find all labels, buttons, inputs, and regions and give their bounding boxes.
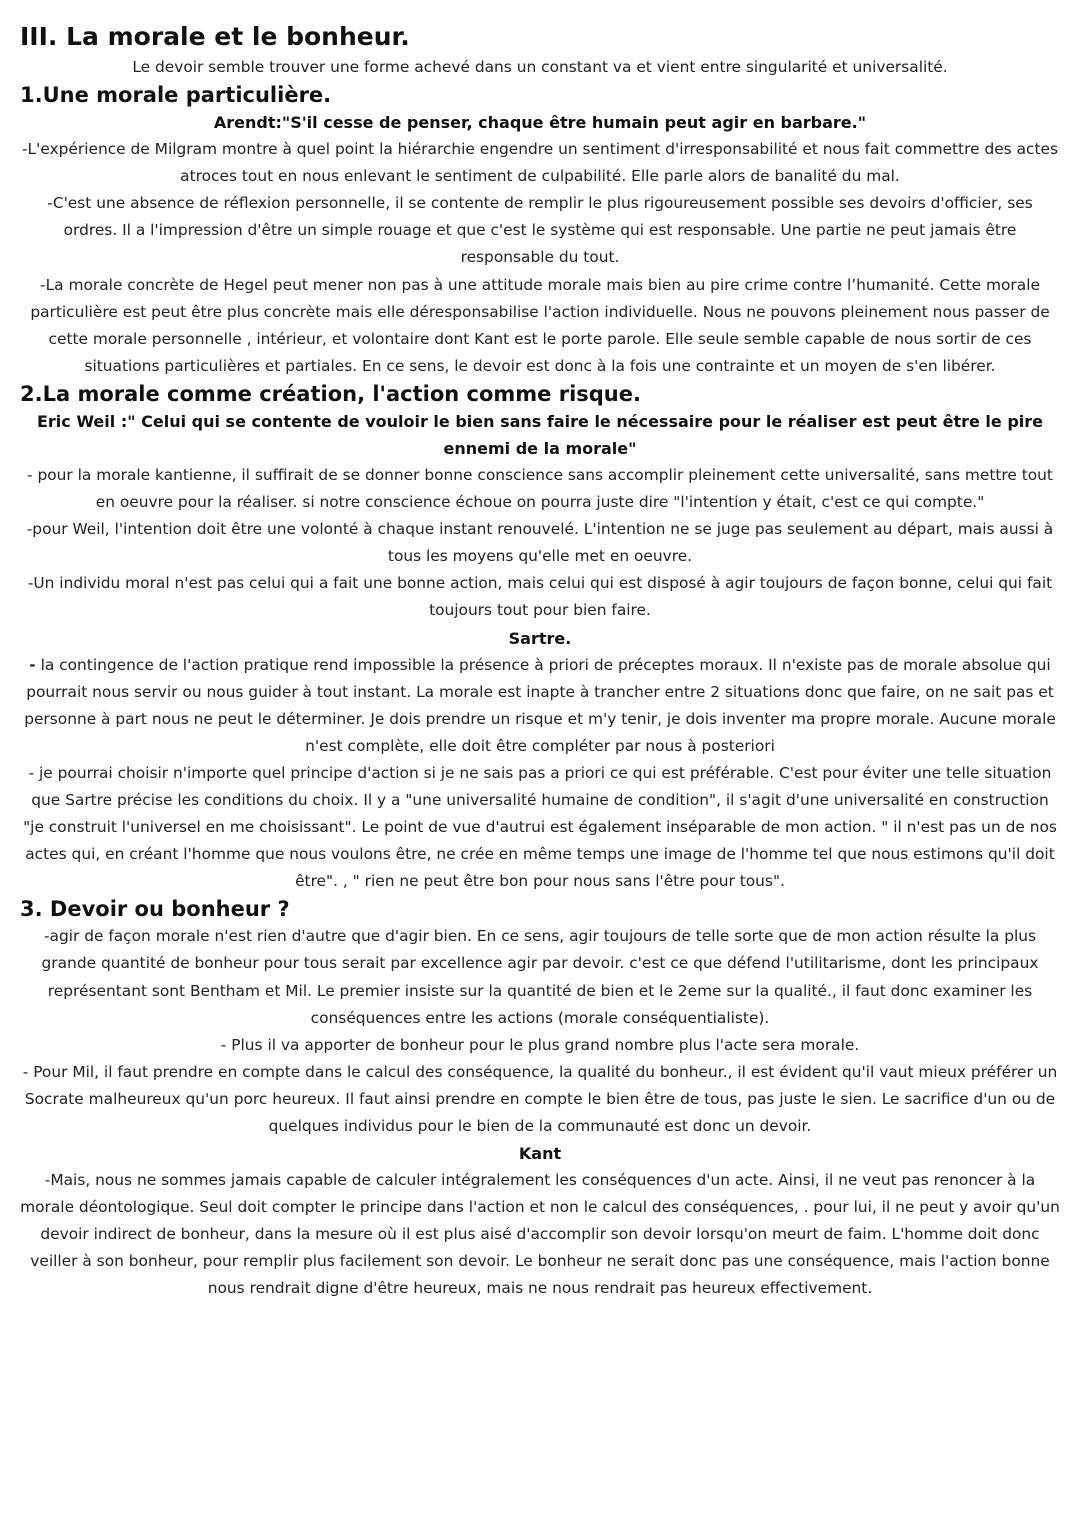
arendt-quote: Arendt:"S'il cesse de penser, chaque être humain peut agir en barbare." (213, 113, 867, 133)
kant-subheading: Kant (518, 1144, 562, 1164)
part3-title: 3. Devoir ou bonheur ? (20, 897, 290, 922)
sartre-paragraph-1-text: la contingence de l'action pratique rend impossible la présence à priori de préceptes moraux. Il n'existe pas de morale absolue qui pourrait nous servir ou nous guider à tout instant. La morale est inapte à trancher entre 2 situations donc que faire, on ne sait pas et personne à part nous ne peut le déterminer. Je dois prendre un risque et m'y tenir, je dois inventer ma propre morale. Aucune morale n'est complète, elle doit être compléter par nous à posteriori (24, 655, 1056, 755)
part1-paragraph-2: -C'est une absence de réflexion personnelle, il se contente de remplir le plus rigoureusement possible ses devoirs d'officier, ses ordres. Il a l'impression d'être un simple rouage et que c'est le système qui est responsable. Une partie ne peut jamais être responsable du tout. (47, 194, 1033, 267)
intro-paragraph: Le devoir semble trouver une forme achevé dans un constant va et vient entre singularité et universalité. (132, 58, 948, 76)
sartre-paragraph-1 (20, 652, 1060, 760)
part2-paragraph-2: -pour Weil, l'intention doit être une volonté à chaque instant renouvelé. L'intention ne se juge pas seulement au départ, mais aussi à tous les moyens qu'elle met en oeuvre. (26, 520, 1054, 566)
part3-paragraph-1: -agir de façon morale n'est rien d'autre que d'agir bien. En ce sens, agir toujours de telle sorte que de mon action résulte la plus grande quantité de bonheur pour tous serait par excellence agir par devoir. c'est ce que défend l'utilitarisme, dont les principaux représentant sont Bentham et Mil. Le premier insiste sur la quantité de bien et le 2eme sur la qualité., il faut donc examiner les conséquences entre les actions (morale conséquentialiste). (41, 927, 1039, 1027)
weil-quote: Eric Weil :" Celui qui se contente de vouloir le bien sans faire le nécessaire pour le réaliser est peut être le pire ennemi de la morale" (36, 411, 1044, 458)
part2-title: 2.La morale comme création, l'action comme risque. (20, 381, 641, 406)
section-title: III. La morale et le bonheur. (20, 22, 410, 51)
part3-paragraph-2: - Plus il va apporter de bonheur pour le plus grand nombre plus l'acte sera morale. (220, 1035, 860, 1054)
kant-paragraph: -Mais, nous ne sommes jamais capable de calculer intégralement les conséquences d'un acte. Ainsi, il ne veut pas renoncer à la morale déontologique. Seul doit compter le principe dans l'action et non le calcul des conséquences, . pour lui, il ne peut y avoir qu'un devoir indirect de bonheur, dans la mesure où il est plus aisé d'accomplir son devoir lorsqu'on meurt de faim. L'homme doit donc veiller à son bonheur, pour remplir plus facilement son devoir. Le bonheur ne serait donc pas une conséquence, mais l'action bonne nous rendrait digne d'être heureux, mais ne nous rendrait pas heureux effectivement. (20, 1171, 1060, 1298)
part1-paragraph-1: -L'expérience de Milgram montre à quel point la hiérarchie engendre un sentiment d'irresponsabilité et nous fait commettre des actes atroces tout en nous enlevant le sentiment de culpabilité. Elle parle alors de banalité du mal. (21, 140, 1059, 186)
part2-paragraph-3: -Un individu moral n'est pas celui qui a fait une bonne action, mais celui qui est disposé à agir toujours de façon bonne, celui qui fait toujours tout pour bien faire. (27, 574, 1053, 620)
part1-title: 1.Une morale particulière. (20, 83, 332, 108)
part1-paragraph-3: -La morale concrète de Hegel peut mener non pas à une attitude morale mais bien au pire crime contre l’humanité. Cette morale particulière est peut être plus concrète mais elle déresponsabilise l'action individuelle. Nous ne pouvons pleinement nous passer de cette morale personnelle , intérieur, et volontaire dont Kant est le porte parole. Elle seule semble capable de nous sortir de ces situations particulières et partiales. En ce sens, le devoir est donc à la fois une contrainte et un moyen de s'en libérer. (30, 275, 1050, 375)
sartre-paragraph-2: - je pourrai choisir n'importe quel principe d'action si je ne sais pas a priori ce qui est préférable. C'est pour éviter une telle situation que Sartre précise les conditions du choix. Il y a "une universalité humaine de condition", il s'agit d'une universalité en construction "je construit l'universel en me choisissant". Le point de vue d'autrui est également inséparable de mon action. " il n'est pas un de nos actes qui, en créant l'homme que nous voulons être, ne crée en même temps une image de l'homme tel que nous estimons qu'il doit être". , " rien ne peut être bon pour nous sans l'être pour tous". (23, 763, 1057, 891)
part2-paragraph-1: - pour la morale kantienne, il suffirait de se donner bonne conscience sans accomplir pleinement cette universalité, sans mettre tout en oeuvre pour la réaliser. si notre conscience échoue on pourra juste dire "l'intention y était, c'est ce qui compte." (27, 465, 1053, 512)
part3-paragraph-3: - Pour Mil, il faut prendre en compte dans le calcul des conséquence, la qualité du bonheur., il est évident qu'il vaut mieux préférer un Socrate malheureux qu'un porc heureux. Il faut ainsi prendre en compte le bien être de tous, pas juste le sien. Le sacrifice d'un ou de quelques individus pour le bien de la communauté est donc un devoir. (22, 1062, 1058, 1135)
sartre-dash: - (29, 655, 36, 674)
sartre-subheading: Sartre. (508, 628, 572, 648)
